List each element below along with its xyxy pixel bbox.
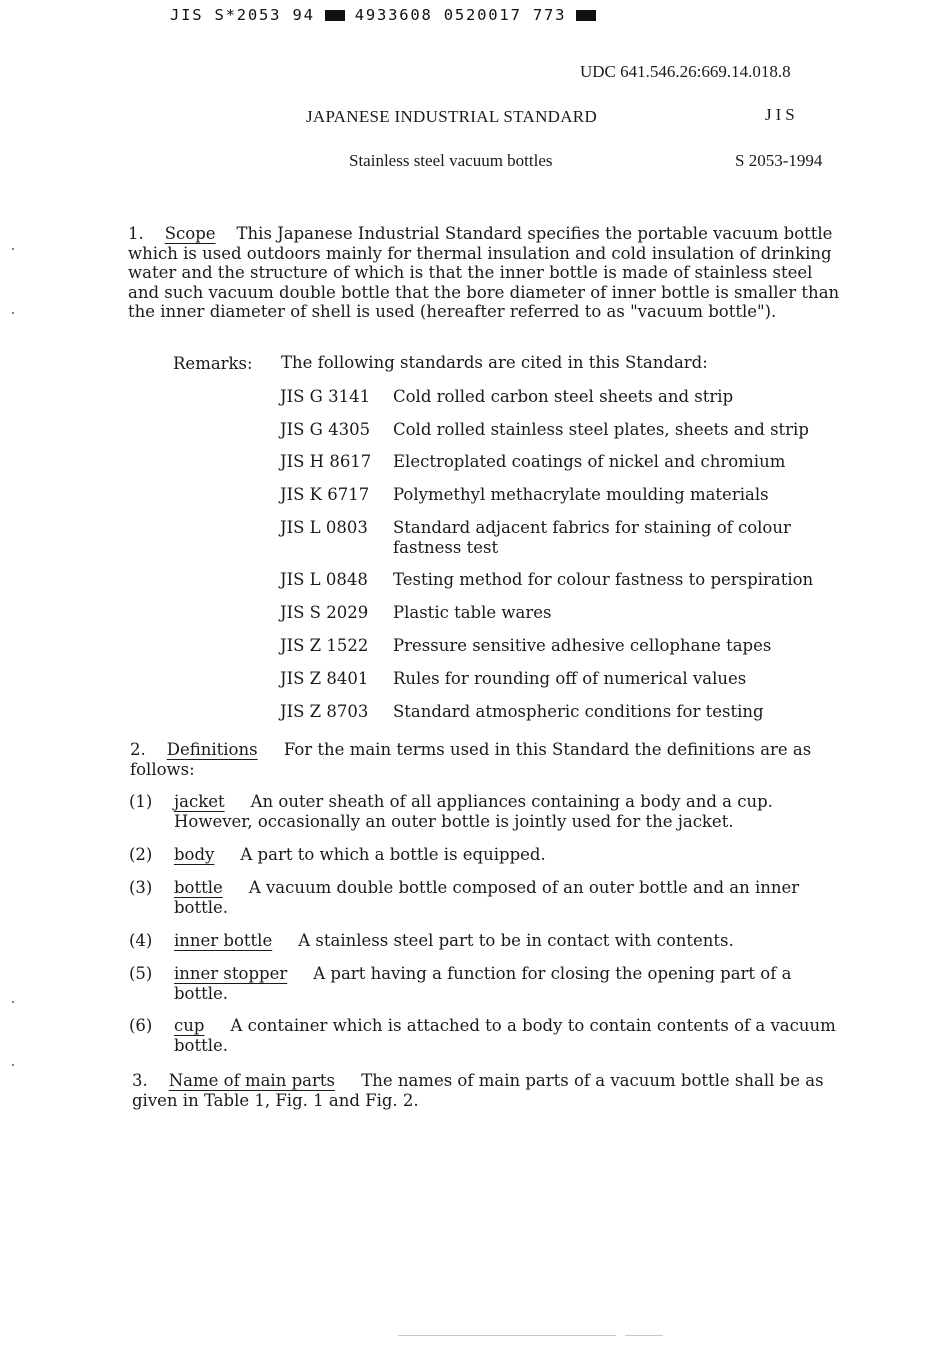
margin-dot: [12, 1064, 14, 1066]
section-main-parts: [132, 1071, 852, 1110]
definition-term: body: [174, 845, 215, 864]
reference-title: Testing method for colour fastness to perspiration: [393, 570, 814, 589]
definition-text: A stainless steel part to be in contact with contents.: [298, 931, 734, 950]
jis-mark: JIS: [765, 105, 799, 124]
definition-text: A container which is attached to a body to contain contents of a vacuum bottle.: [174, 1016, 836, 1055]
definition-number: (1): [129, 792, 153, 811]
section-scope: [128, 224, 846, 322]
reference-code: JIS Z 8401: [280, 669, 369, 688]
barcode-block: [576, 10, 596, 21]
section-text: The names of main parts of a vacuum bottle shall be as given in Table 1, Fig. 1 and Fig. 2.: [132, 1071, 824, 1110]
reference-title: Electroplated coatings of nickel and chromium: [393, 452, 786, 471]
section-number: 2.: [130, 740, 146, 759]
reference-code: JIS S 2029: [280, 603, 369, 622]
definition-text: An outer sheath of all appliances containing a body and a cup. However, occasionally an outer bottle is jointly used for the jacket.: [174, 792, 773, 831]
section-heading: Name of main parts: [168, 1071, 335, 1090]
barcode-block: [325, 10, 345, 21]
section-heading: Definitions: [166, 740, 258, 759]
margin-dot: [12, 1001, 14, 1003]
reference-code: JIS G 3141: [280, 387, 371, 406]
remarks-label: Remarks:: [173, 354, 253, 373]
footer-rule: [398, 1335, 616, 1336]
document-title: Stainless steel vacuum bottles: [349, 151, 553, 170]
reference-code: JIS Z 8703: [280, 702, 369, 721]
catalog-strip: [170, 6, 596, 24]
reference-title: Standard atmospheric conditions for testing: [393, 702, 764, 721]
reference-code: JIS G 4305: [280, 420, 371, 439]
section-heading: Scope: [164, 224, 216, 243]
definition-number: (2): [129, 845, 153, 864]
definition-term: cup: [174, 1016, 205, 1035]
definition-number: (6): [129, 1016, 153, 1035]
reference-code: JIS Z 1522: [280, 636, 369, 655]
definition-text: A part to which a bottle is equipped.: [240, 845, 546, 864]
standard-title: JAPANESE INDUSTRIAL STANDARD: [306, 107, 598, 126]
reference-title: Cold rolled carbon steel sheets and strip: [393, 387, 734, 406]
reference-code: JIS L 0803: [280, 518, 368, 537]
definition-number: (3): [129, 878, 153, 897]
reference-code: JIS L 0848: [280, 570, 368, 589]
reference-title: Polymethyl methacrylate moulding materials: [393, 485, 769, 504]
margin-dot: [12, 248, 14, 250]
catalog-serial: 4933608 0520017 773: [354, 6, 567, 24]
section-definitions: [130, 740, 845, 779]
definition-number: (4): [129, 931, 153, 950]
definition-term: jacket: [174, 792, 225, 811]
reference-code: JIS K 6717: [280, 485, 370, 504]
udc-code: UDC 641.546.26:669.14.018.8: [580, 62, 791, 81]
definition-text: A part having a function for closing the opening part of a bottle.: [174, 964, 792, 1003]
definition-term: inner stopper: [174, 964, 288, 983]
definition-number: (5): [129, 964, 153, 983]
section-number: 1.: [128, 224, 144, 243]
standard-number: S 2053-1994: [735, 151, 823, 170]
reference-title: Pressure sensitive adhesive cellophane tapes: [393, 636, 772, 655]
reference-title: Rules for rounding off of numerical values: [393, 669, 747, 688]
reference-title: Standard adjacent fabrics for staining of colour fastness test: [393, 518, 791, 557]
reference-code: JIS H 8617: [280, 452, 372, 471]
footer-rule: [625, 1335, 663, 1336]
reference-title: Cold rolled stainless steel plates, sheets and strip: [393, 420, 809, 439]
section-text: For the main terms used in this Standard the definitions are as follows:: [130, 740, 812, 779]
section-text: This Japanese Industrial Standard specifies the portable vacuum bottle which is used outdoors mainly for thermal insulation and cold insulation of drinking water and the structure of which is that the inner bottle is made of stainless steel and such vacuum double bottle that the bore diameter of inner bottle is smaller than the inner diameter of shell is used (hereafter referred to as "vacuum bottle").: [128, 224, 840, 321]
definition-term: inner bottle: [174, 931, 273, 950]
reference-title: Plastic table wares: [393, 603, 552, 622]
margin-dot: [12, 312, 14, 314]
section-number: 3.: [132, 1071, 148, 1090]
definition-term: bottle: [174, 878, 223, 897]
definition-text: A vacuum double bottle composed of an outer bottle and an inner bottle.: [174, 878, 800, 917]
catalog-code: JIS S*2053 94: [170, 6, 315, 24]
remarks-intro: The following standards are cited in this Standard:: [281, 353, 708, 372]
